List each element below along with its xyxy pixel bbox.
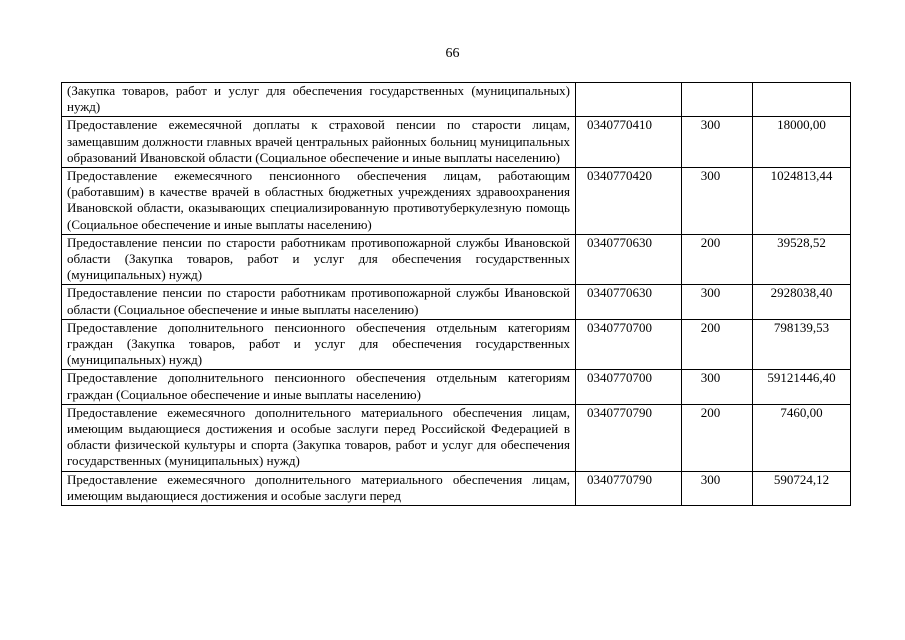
table-row [62, 319, 851, 370]
row-sum-cell: 59121446,40 [753, 370, 851, 404]
row-code-cell: 0340770420 [576, 168, 682, 235]
row-type-cell: 200 [682, 234, 753, 285]
row-code-cell: 0340770790 [576, 404, 682, 471]
table-row [62, 234, 851, 285]
row-type-cell: 300 [682, 168, 753, 235]
row-sum-cell: 39528,52 [753, 234, 851, 285]
row-sum-cell: 1024813,44 [753, 168, 851, 235]
table-row [62, 117, 851, 168]
row-sum-cell: 590724,12 [753, 471, 851, 505]
row-name-cell: Предоставление ежемесячного дополнительного материального обеспечения лицам, имеющим выдающиеся достижения и особые заслуги перед Российской Федерацией в области физической культуры и спорта (Закупка товаров, работ и услуг для обеспечения государственных (муниципальных) нужд) [62, 404, 576, 471]
table-row [62, 370, 851, 404]
row-name-cell: Предоставление пенсии по старости работникам противопожарной службы Ивановской области (Социальное обеспечение и иные выплаты населению) [62, 285, 576, 319]
row-code-cell: 0340770630 [576, 234, 682, 285]
row-type-cell: 300 [682, 285, 753, 319]
row-name-cell: Предоставление ежемесячной доплаты к страховой пенсии по старости лицам, замещавшим должности главных врачей центральных районных больниц муниципальных образований Ивановской области (Социальное обеспечение и иные выплаты населению) [62, 117, 576, 168]
table-row [62, 83, 851, 117]
row-type-cell: 300 [682, 370, 753, 404]
row-code-cell [576, 83, 682, 117]
row-code-cell: 0340770410 [576, 117, 682, 168]
row-sum-cell: 2928038,40 [753, 285, 851, 319]
table-row [62, 404, 851, 471]
row-name-cell: Предоставление ежемесячного пенсионного обеспечения лицам, работающим (работавшим) в качестве врачей в областных бюджетных учреждениях здравоохранения Ивановской области, оказывающих специализированную противотуберкулезную помощь (Социальное обеспечение и иные выплаты населению) [62, 168, 576, 235]
table-row [62, 285, 851, 319]
table-row [62, 471, 851, 505]
row-code-cell: 0340770630 [576, 285, 682, 319]
row-name-cell: Предоставление пенсии по старости работникам противопожарной службы Ивановской области (Закупка товаров, работ и услуг для обеспечения государственных (муниципальных) нужд) [62, 234, 576, 285]
row-name-cell: (Закупка товаров, работ и услуг для обеспечения государственных (муниципальных) нужд) [62, 83, 576, 117]
row-type-cell: 200 [682, 404, 753, 471]
row-code-cell: 0340770790 [576, 471, 682, 505]
row-code-cell: 0340770700 [576, 370, 682, 404]
page-number: 66 [445, 46, 460, 61]
row-type-cell: 300 [682, 471, 753, 505]
row-type-cell: 200 [682, 319, 753, 370]
row-code-cell: 0340770700 [576, 319, 682, 370]
row-sum-cell: 18000,00 [753, 117, 851, 168]
table-row [62, 168, 851, 235]
row-sum-cell: 7460,00 [753, 404, 851, 471]
row-name-cell: Предоставление дополнительного пенсионного обеспечения отдельным категориям граждан (Закупка товаров, работ и услуг для обеспечения государственных (муниципальных) нужд) [62, 319, 576, 370]
row-type-cell [682, 83, 753, 117]
row-name-cell: Предоставление ежемесячного дополнительного материального обеспечения лицам, имеющим выдающиеся достижения и особые заслуги перед [62, 471, 576, 505]
budget-table [61, 82, 851, 506]
row-name-cell: Предоставление дополнительного пенсионного обеспечения отдельным категориям граждан (Социальное обеспечение и иные выплаты населению) [62, 370, 576, 404]
row-sum-cell [753, 83, 851, 117]
row-sum-cell: 798139,53 [753, 319, 851, 370]
row-type-cell: 300 [682, 117, 753, 168]
